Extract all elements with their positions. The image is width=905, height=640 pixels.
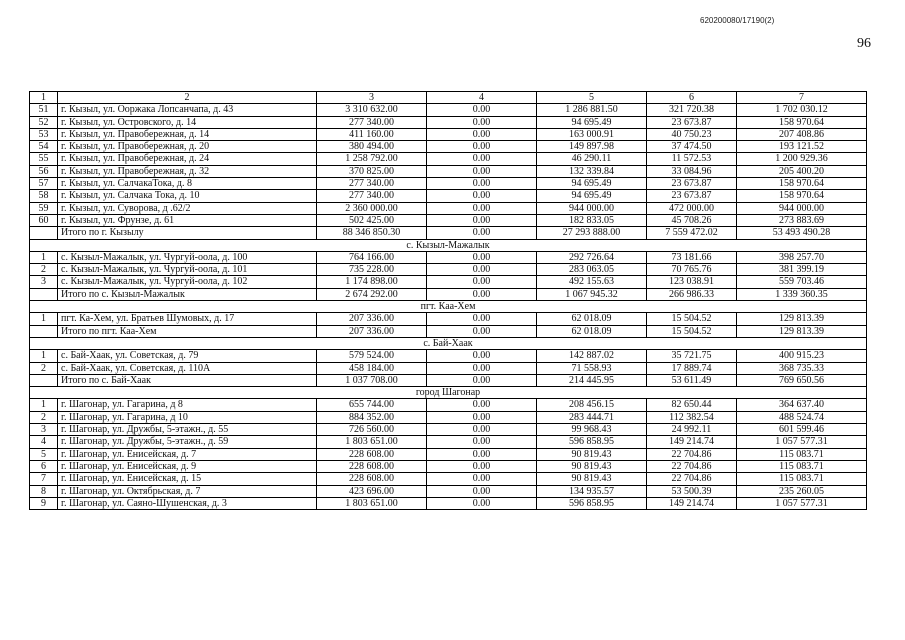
cell-col-2: г. Кызыл, ул. Правобережная, д. 20 [58, 141, 317, 153]
cell-col-5: 149 897.98 [537, 141, 647, 153]
total-col-5: 1 067 945.32 [537, 288, 647, 300]
column-number-1: 1 [30, 92, 58, 104]
total-col-6: 53 611.49 [647, 374, 737, 386]
section-title: город Шагонар [30, 387, 867, 399]
cell-col-2: г. Кызыл, ул. Правобережная, д. 32 [58, 165, 317, 177]
cell-col-7: 158 970.64 [737, 190, 867, 202]
cell-col-3: 277 340.00 [317, 190, 427, 202]
cell-col-5: 492 155.63 [537, 276, 647, 288]
cell-col-7: 601 599.46 [737, 424, 867, 436]
total-col-7: 1 339 360.35 [737, 288, 867, 300]
cell-col-3: 579 524.00 [317, 350, 427, 362]
document-code: 620200080/17190(2) [700, 16, 775, 25]
cell-col-1: 59 [30, 202, 58, 214]
table-row [30, 448, 867, 460]
total-col-4: 0.00 [427, 374, 537, 386]
cell-col-4: 0.00 [427, 424, 537, 436]
cell-col-5: 62 018.09 [537, 313, 647, 325]
cell-col-3: 655 744.00 [317, 399, 427, 411]
register-table [29, 91, 867, 510]
total-col-7: 769 650.56 [737, 374, 867, 386]
cell-col-7: 368 735.33 [737, 362, 867, 374]
total-col-7: 53 493 490.28 [737, 227, 867, 239]
cell-col-6: 23 673.87 [647, 116, 737, 128]
cell-col-3: 1 803 651.00 [317, 436, 427, 448]
cell-col-5: 94 695.49 [537, 116, 647, 128]
cell-col-3: 884 352.00 [317, 411, 427, 423]
cell-col-4: 0.00 [427, 264, 537, 276]
total-col-3: 207 336.00 [317, 325, 427, 337]
cell-col-1: 60 [30, 214, 58, 226]
table-row [30, 116, 867, 128]
total-col-4: 0.00 [427, 288, 537, 300]
cell-col-1: 1 [30, 313, 58, 325]
cell-col-4: 0.00 [427, 153, 537, 165]
cell-col-3: 2 360 000.00 [317, 202, 427, 214]
cell-col-6: 149 214.74 [647, 436, 737, 448]
total-row [30, 325, 867, 337]
cell-col-5: 46 290.11 [537, 153, 647, 165]
cell-col-5: 90 819.43 [537, 460, 647, 472]
table-row [30, 313, 867, 325]
cell-col-6: 24 992.11 [647, 424, 737, 436]
total-label: Итого по пгт. Каа-Хем [58, 325, 317, 337]
total-col-5: 62 018.09 [537, 325, 647, 337]
cell-col-6: 70 765.76 [647, 264, 737, 276]
cell-col-3: 228 608.00 [317, 460, 427, 472]
cell-col-3: 764 166.00 [317, 251, 427, 263]
table-row [30, 460, 867, 472]
total-col-7: 129 813.39 [737, 325, 867, 337]
cell-col-6: 53 500.39 [647, 485, 737, 497]
cell-col-1 [30, 374, 58, 386]
cell-col-2: г. Шагонар, ул. Гагарина, д 8 [58, 399, 317, 411]
cell-col-7: 1 057 577.31 [737, 436, 867, 448]
cell-col-4: 0.00 [427, 399, 537, 411]
total-col-5: 27 293 888.00 [537, 227, 647, 239]
cell-col-1: 1 [30, 350, 58, 362]
cell-col-3: 228 608.00 [317, 448, 427, 460]
cell-col-7: 381 399.19 [737, 264, 867, 276]
cell-col-4: 0.00 [427, 128, 537, 140]
cell-col-2: г. Кызыл, ул. Фрунзе, д. 61 [58, 214, 317, 226]
cell-col-6: 35 721.75 [647, 350, 737, 362]
total-row [30, 374, 867, 386]
cell-col-6: 112 382.54 [647, 411, 737, 423]
cell-col-2: г. Шагонар, ул. Саяно-Шушенская, д. 3 [58, 497, 317, 509]
cell-col-4: 0.00 [427, 141, 537, 153]
cell-col-4: 0.00 [427, 276, 537, 288]
cell-col-3: 207 336.00 [317, 313, 427, 325]
cell-col-3: 228 608.00 [317, 473, 427, 485]
cell-col-4: 0.00 [427, 473, 537, 485]
table-row [30, 497, 867, 509]
cell-col-4: 0.00 [427, 448, 537, 460]
table-row [30, 214, 867, 226]
table-row [30, 350, 867, 362]
cell-col-7: 559 703.46 [737, 276, 867, 288]
cell-col-2: с. Кызыл-Мажалык, ул. Чургуй-оола, д. 101 [58, 264, 317, 276]
cell-col-5: 142 887.02 [537, 350, 647, 362]
cell-col-1 [30, 227, 58, 239]
table-row [30, 411, 867, 423]
cell-col-2: с. Бай-Хаак, ул. Советская, д. 110А [58, 362, 317, 374]
table-row [30, 153, 867, 165]
cell-col-5: 71 558.93 [537, 362, 647, 374]
cell-col-7: 1 200 929.36 [737, 153, 867, 165]
cell-col-2: с. Бай-Хаак, ул. Советская, д. 79 [58, 350, 317, 362]
column-number-6: 6 [647, 92, 737, 104]
cell-col-1: 4 [30, 436, 58, 448]
cell-col-1: 53 [30, 128, 58, 140]
cell-col-1: 7 [30, 473, 58, 485]
cell-col-4: 0.00 [427, 178, 537, 190]
total-col-6: 266 986.33 [647, 288, 737, 300]
column-number-2: 2 [58, 92, 317, 104]
total-col-3: 88 346 850.30 [317, 227, 427, 239]
cell-col-7: 129 813.39 [737, 313, 867, 325]
cell-col-2: г. Шагонар, ул. Дружбы, 5-этажн., д. 55 [58, 424, 317, 436]
cell-col-6: 45 708.26 [647, 214, 737, 226]
total-col-5: 214 445.95 [537, 374, 647, 386]
cell-col-2: г. Кызыл, ул. Ооржака Лопсанчапа, д. 43 [58, 104, 317, 116]
cell-col-4: 0.00 [427, 202, 537, 214]
cell-col-1: 8 [30, 485, 58, 497]
table-row [30, 485, 867, 497]
cell-col-3: 1 174 898.00 [317, 276, 427, 288]
cell-col-2: г. Шагонар, ул. Гагарина, д 10 [58, 411, 317, 423]
cell-col-2: г. Кызыл, ул. Правобережная, д. 14 [58, 128, 317, 140]
cell-col-4: 0.00 [427, 350, 537, 362]
section-row [30, 387, 867, 399]
cell-col-4: 0.00 [427, 485, 537, 497]
cell-col-1: 2 [30, 362, 58, 374]
cell-col-6: 40 750.23 [647, 128, 737, 140]
cell-col-7: 115 083.71 [737, 460, 867, 472]
cell-col-5: 182 833.05 [537, 214, 647, 226]
cell-col-2: г. Кызыл, ул. СалчакаТока, д. 8 [58, 178, 317, 190]
cell-col-3: 735 228.00 [317, 264, 427, 276]
cell-col-6: 149 214.74 [647, 497, 737, 509]
table-row [30, 399, 867, 411]
total-col-4: 0.00 [427, 227, 537, 239]
cell-col-3: 380 494.00 [317, 141, 427, 153]
total-col-3: 2 674 292.00 [317, 288, 427, 300]
cell-col-7: 235 260.05 [737, 485, 867, 497]
cell-col-4: 0.00 [427, 411, 537, 423]
cell-col-1: 55 [30, 153, 58, 165]
total-col-6: 7 559 472.02 [647, 227, 737, 239]
cell-col-6: 22 704.86 [647, 473, 737, 485]
table-row [30, 141, 867, 153]
cell-col-2: г. Шагонар, ул. Октябрьская, д. 7 [58, 485, 317, 497]
cell-col-6: 73 181.66 [647, 251, 737, 263]
cell-col-5: 94 695.49 [537, 190, 647, 202]
total-row [30, 227, 867, 239]
cell-col-7: 205 400.20 [737, 165, 867, 177]
cell-col-5: 1 286 881.50 [537, 104, 647, 116]
cell-col-5: 283 444.71 [537, 411, 647, 423]
table-row [30, 362, 867, 374]
header-row [30, 92, 867, 104]
section-title: с. Кызыл-Мажалык [30, 239, 867, 251]
cell-col-7: 207 408.86 [737, 128, 867, 140]
cell-col-2: г. Кызыл, ул. Суворова, д .62/2 [58, 202, 317, 214]
cell-col-1: 58 [30, 190, 58, 202]
cell-col-7: 400 915.23 [737, 350, 867, 362]
cell-col-7: 364 637.40 [737, 399, 867, 411]
register-table-body [30, 92, 867, 510]
cell-col-2: г. Шагонар, ул. Енисейская, д. 15 [58, 473, 317, 485]
table-row [30, 436, 867, 448]
cell-col-5: 292 726.64 [537, 251, 647, 263]
table-row [30, 264, 867, 276]
cell-col-5: 596 858.95 [537, 497, 647, 509]
section-title: пгт. Каа-Хем [30, 301, 867, 313]
section-row [30, 239, 867, 251]
cell-col-4: 0.00 [427, 190, 537, 202]
cell-col-3: 411 160.00 [317, 128, 427, 140]
cell-col-4: 0.00 [427, 436, 537, 448]
cell-col-6: 22 704.86 [647, 448, 737, 460]
cell-col-1: 5 [30, 448, 58, 460]
cell-col-6: 33 084.96 [647, 165, 737, 177]
cell-col-6: 22 704.86 [647, 460, 737, 472]
column-number-5: 5 [537, 92, 647, 104]
cell-col-1: 2 [30, 411, 58, 423]
cell-col-6: 15 504.52 [647, 313, 737, 325]
cell-col-3: 3 310 632.00 [317, 104, 427, 116]
column-number-4: 4 [427, 92, 537, 104]
cell-col-3: 277 340.00 [317, 116, 427, 128]
cell-col-4: 0.00 [427, 116, 537, 128]
table-row [30, 251, 867, 263]
cell-col-2: с. Кызыл-Мажалык, ул. Чургуй-оола, д. 100 [58, 251, 317, 263]
cell-col-7: 273 883.69 [737, 214, 867, 226]
cell-col-3: 1 803 651.00 [317, 497, 427, 509]
cell-col-5: 99 968.43 [537, 424, 647, 436]
cell-col-4: 0.00 [427, 313, 537, 325]
cell-col-7: 488 524.74 [737, 411, 867, 423]
cell-col-7: 115 083.71 [737, 448, 867, 460]
cell-col-4: 0.00 [427, 497, 537, 509]
cell-col-3: 726 560.00 [317, 424, 427, 436]
cell-col-7: 158 970.64 [737, 178, 867, 190]
section-row [30, 337, 867, 349]
cell-col-2: г. Кызыл, ул. Правобережная, д. 24 [58, 153, 317, 165]
cell-col-4: 0.00 [427, 104, 537, 116]
cell-col-7: 193 121.52 [737, 141, 867, 153]
cell-col-5: 596 858.95 [537, 436, 647, 448]
cell-col-1: 6 [30, 460, 58, 472]
total-row [30, 288, 867, 300]
total-label: Итого по г. Кызылу [58, 227, 317, 239]
cell-col-5: 134 935.57 [537, 485, 647, 497]
cell-col-7: 944 000.00 [737, 202, 867, 214]
cell-col-7: 398 257.70 [737, 251, 867, 263]
total-col-3: 1 037 708.00 [317, 374, 427, 386]
cell-col-7: 1 057 577.31 [737, 497, 867, 509]
cell-col-3: 1 258 792.00 [317, 153, 427, 165]
total-label: Итого по с. Кызыл-Мажалык [58, 288, 317, 300]
cell-col-5: 90 819.43 [537, 473, 647, 485]
cell-col-6: 123 038.91 [647, 276, 737, 288]
section-row [30, 301, 867, 313]
cell-col-1 [30, 288, 58, 300]
cell-col-4: 0.00 [427, 362, 537, 374]
cell-col-4: 0.00 [427, 214, 537, 226]
table-row [30, 276, 867, 288]
cell-col-1: 54 [30, 141, 58, 153]
cell-col-4: 0.00 [427, 460, 537, 472]
cell-col-6: 23 673.87 [647, 190, 737, 202]
column-number-3: 3 [317, 92, 427, 104]
cell-col-1: 51 [30, 104, 58, 116]
cell-col-4: 0.00 [427, 165, 537, 177]
cell-col-7: 115 083.71 [737, 473, 867, 485]
cell-col-1: 9 [30, 497, 58, 509]
cell-col-2: г. Кызыл, ул. Островского, д. 14 [58, 116, 317, 128]
cell-col-1: 3 [30, 424, 58, 436]
table-row [30, 190, 867, 202]
cell-col-6: 82 650.44 [647, 399, 737, 411]
table-row [30, 424, 867, 436]
cell-col-2: г. Шагонар, ул. Дружбы, 5-этажн., д. 59 [58, 436, 317, 448]
table-row [30, 473, 867, 485]
cell-col-7: 1 702 030.12 [737, 104, 867, 116]
cell-col-6: 321 720.38 [647, 104, 737, 116]
cell-col-6: 472 000.00 [647, 202, 737, 214]
cell-col-1: 56 [30, 165, 58, 177]
cell-col-7: 158 970.64 [737, 116, 867, 128]
cell-col-3: 277 340.00 [317, 178, 427, 190]
section-title: с. Бай-Хаак [30, 337, 867, 349]
cell-col-5: 208 456.15 [537, 399, 647, 411]
cell-col-3: 370 825.00 [317, 165, 427, 177]
cell-col-1: 1 [30, 251, 58, 263]
table-row [30, 165, 867, 177]
total-col-4: 0.00 [427, 325, 537, 337]
cell-col-5: 163 000.91 [537, 128, 647, 140]
table-row [30, 104, 867, 116]
cell-col-3: 502 425.00 [317, 214, 427, 226]
cell-col-4: 0.00 [427, 251, 537, 263]
cell-col-1: 52 [30, 116, 58, 128]
cell-col-1: 2 [30, 264, 58, 276]
cell-col-5: 944 000.00 [537, 202, 647, 214]
cell-col-6: 17 889.74 [647, 362, 737, 374]
cell-col-6: 23 673.87 [647, 178, 737, 190]
cell-col-1: 57 [30, 178, 58, 190]
cell-col-2: г. Шагонар, ул. Енисейская, д. 7 [58, 448, 317, 460]
table-row [30, 178, 867, 190]
cell-col-6: 11 572.53 [647, 153, 737, 165]
cell-col-3: 458 184.00 [317, 362, 427, 374]
cell-col-5: 94 695.49 [537, 178, 647, 190]
cell-col-2: с. Кызыл-Мажалык, ул. Чургуй-оола, д. 102 [58, 276, 317, 288]
cell-col-1: 1 [30, 399, 58, 411]
cell-col-5: 132 339.84 [537, 165, 647, 177]
cell-col-2: г. Шагонар, ул. Енисейская, д. 9 [58, 460, 317, 472]
cell-col-1 [30, 325, 58, 337]
page-number: 96 [857, 36, 871, 51]
cell-col-2: г. Кызыл, ул. Салчака Тока, д. 10 [58, 190, 317, 202]
cell-col-1: 3 [30, 276, 58, 288]
cell-col-3: 423 696.00 [317, 485, 427, 497]
cell-col-5: 90 819.43 [537, 448, 647, 460]
cell-col-5: 283 063.05 [537, 264, 647, 276]
total-col-6: 15 504.52 [647, 325, 737, 337]
cell-col-6: 37 474.50 [647, 141, 737, 153]
column-number-7: 7 [737, 92, 867, 104]
table-row [30, 128, 867, 140]
table-row [30, 202, 867, 214]
cell-col-2: пгт. Ка-Хем, ул. Братьев Шумовых, д. 17 [58, 313, 317, 325]
total-label: Итого по с. Бай-Хаак [58, 374, 317, 386]
